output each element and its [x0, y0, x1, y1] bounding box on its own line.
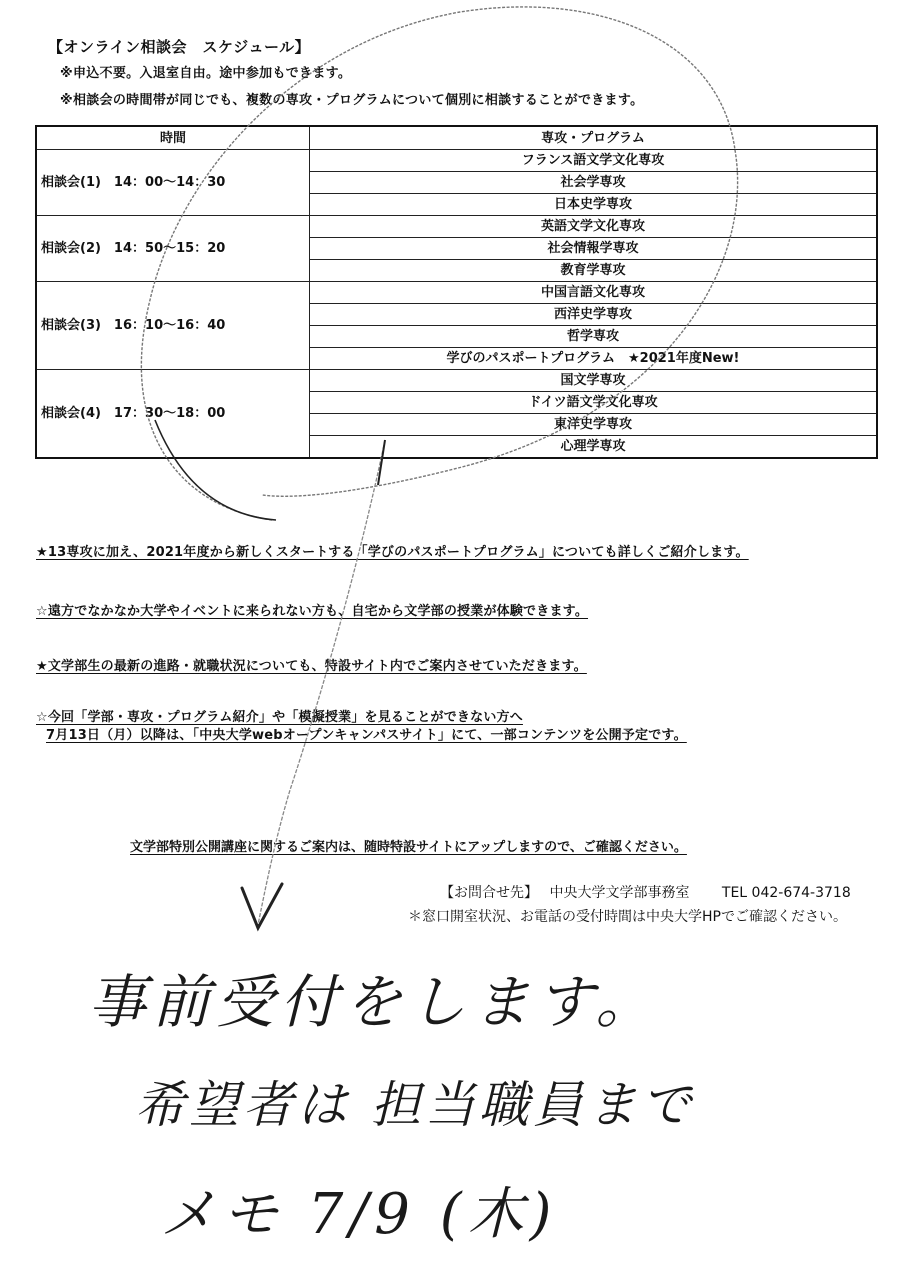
table-header-row — [36, 126, 877, 150]
contact-tel: TEL 042-674-3718 — [721, 885, 851, 901]
handwritten-note-line1: 事前受付をします。 — [88, 968, 660, 1036]
bullet-unable-to-view: ☆今回「学部・専攻・プログラム紹介」や「模擬授業」を見ることができない方へ — [36, 710, 523, 725]
contact-line — [440, 882, 851, 902]
bullet-career-info: ★文学部生の最新の進路・就職状況についても、特設サイト内でご案内させていただきます。 — [36, 659, 587, 674]
bullet-web-open-campus: 7月13日（月）以降は、「中央大学webオープンキャンパスサイト」にて、一部コンテンツを公開予定です。 — [46, 728, 687, 743]
arrow-head-icon — [242, 884, 282, 928]
session-time: 相談会(4) 17：30〜18：00 — [36, 370, 310, 459]
lecture-notice: 文学部特別公開講座に関するご案内は、随時特設サイトにアップしますので、ご確認ください。 — [130, 840, 687, 855]
session-time: 相談会(2) 14：50〜15：20 — [36, 216, 310, 282]
note-no-registration: ※申込不要。入退室自由。途中参加もできます。 — [60, 66, 352, 81]
schedule-table — [35, 125, 878, 459]
program-cell: フランス語文学文化専攻 — [310, 150, 878, 172]
bullet-passport-program: ★13専攻に加え、2021年度から新しくスタートする「学びのパスポートプログラム」についても詳しくご紹介します。 — [36, 545, 749, 560]
program-cell: 学びのパスポートプログラム ★2021年度New! — [310, 348, 878, 370]
program-cell: 国文学専攻 — [310, 370, 878, 392]
program-cell: 心理学専攻 — [310, 436, 878, 459]
column-header-program: 専攻・プログラム — [310, 126, 878, 150]
handwritten-note-line2: 希望者は 担当職員まで — [135, 1076, 695, 1134]
session-time: 相談会(3) 16：10〜16：40 — [36, 282, 310, 370]
program-cell: 社会学専攻 — [310, 172, 878, 194]
note-multiple-consultation: ※相談会の時間帯が同じでも、複数の専攻・プログラムについて個別に相談することができます。 — [60, 93, 644, 108]
program-cell: 社会情報学専攻 — [310, 238, 878, 260]
session-time: 相談会(1) 14：00〜14：30 — [36, 150, 310, 216]
program-cell: 哲学専攻 — [310, 326, 878, 348]
program-cell: 日本史学専攻 — [310, 194, 878, 216]
schedule-title: 【オンライン相談会 スケジュール】 — [48, 38, 311, 56]
handwritten-note-line3: メモ 7/9 (木) — [160, 1182, 558, 1247]
program-cell: 中国言語文化専攻 — [310, 282, 878, 304]
table-row — [36, 370, 877, 392]
program-cell: 教育学専攻 — [310, 260, 878, 282]
program-cell: ドイツ語文学文化専攻 — [310, 392, 878, 414]
table-row — [36, 216, 877, 238]
table-row — [36, 282, 877, 304]
column-header-time: 時間 — [36, 126, 310, 150]
contact-label: 【お問合せ先】 — [440, 885, 531, 901]
program-cell: 英語文学文化専攻 — [310, 216, 878, 238]
program-cell: 東洋史学専攻 — [310, 414, 878, 436]
contact-note: ＊窓口開室状況、お電話の受付時間は中央大学HPでご確認ください。 — [408, 909, 847, 925]
table-row — [36, 150, 877, 172]
contact-office: 中央大学文学部事務室 — [549, 885, 690, 901]
program-cell: 西洋史学専攻 — [310, 304, 878, 326]
bullet-remote-experience: ☆遠方でなかなか大学やイベントに来られない方も、自宅から文学部の授業が体験できます。 — [36, 604, 589, 619]
